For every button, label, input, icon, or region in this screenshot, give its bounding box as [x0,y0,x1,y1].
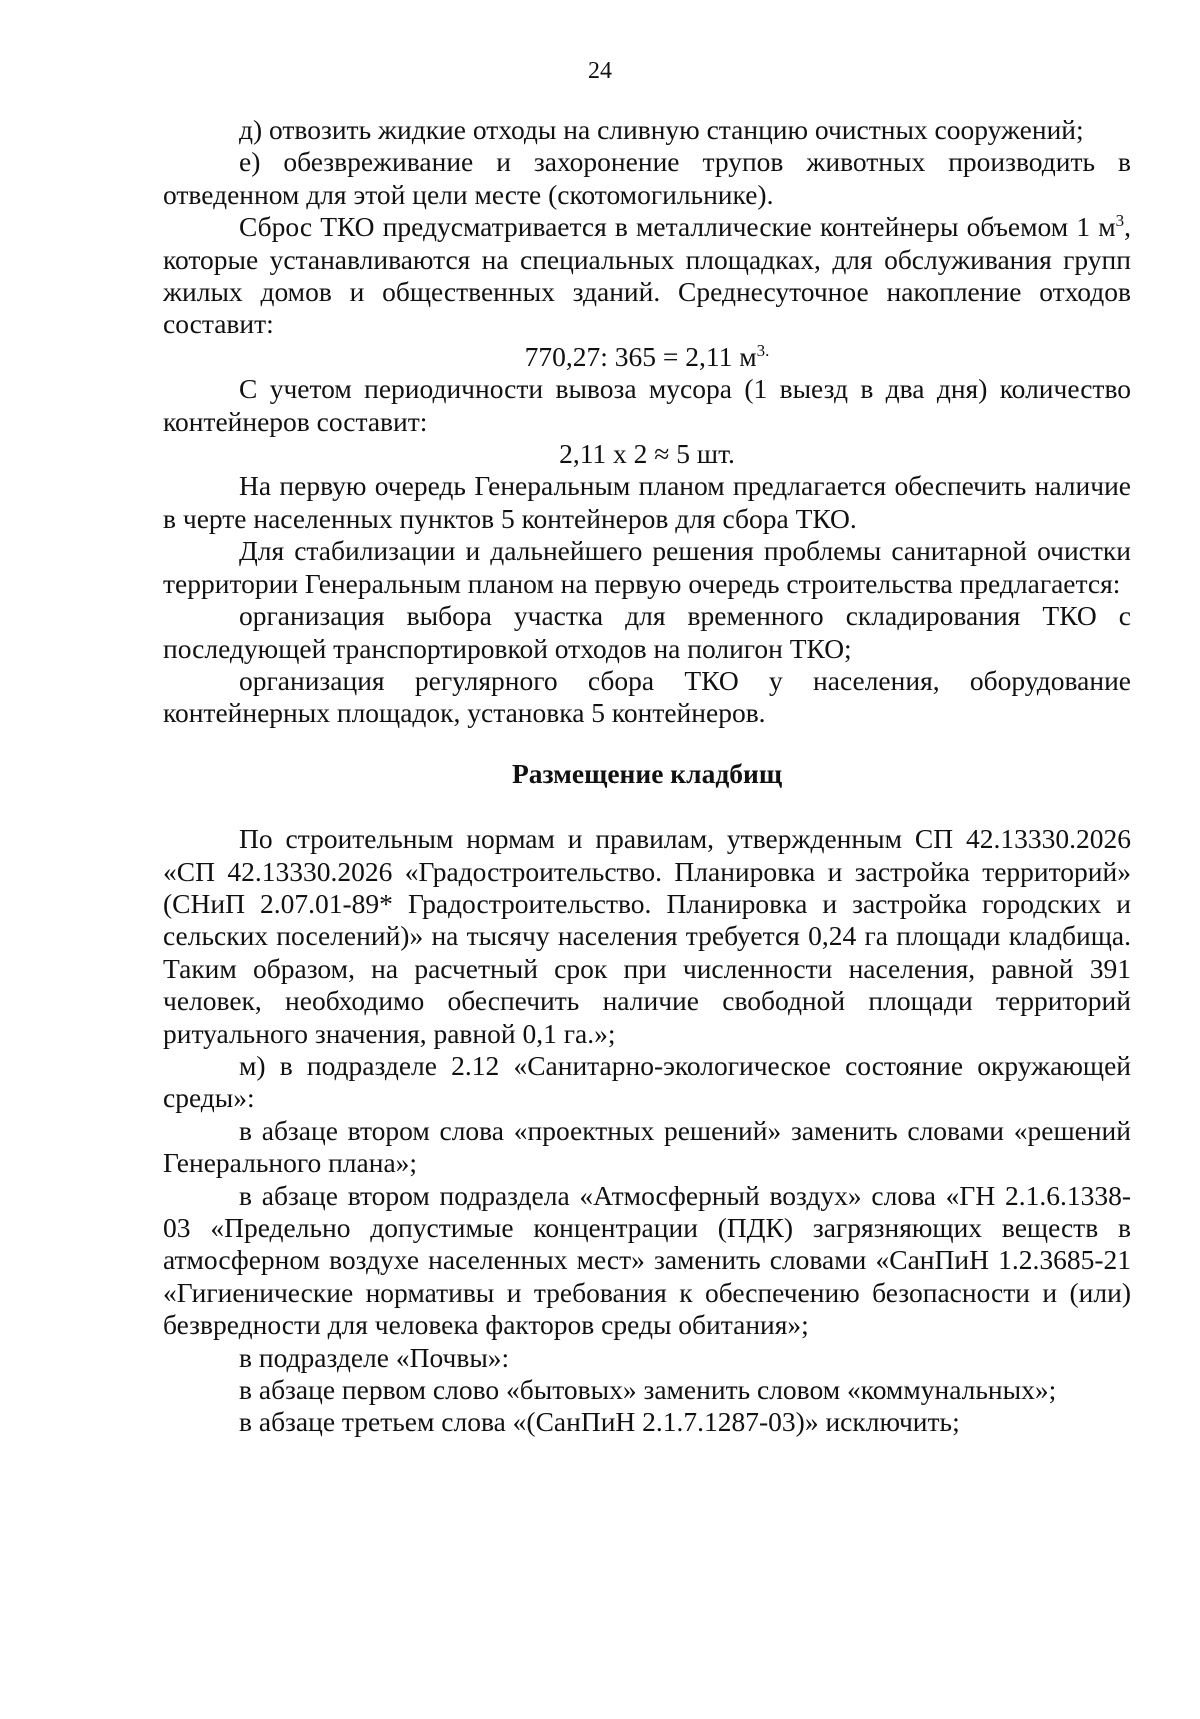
paragraph-item-e: е) обезвреживание и захоронение трупов животных производить в отведенном для этой цели месте (скотомогильнике). [163,146,1131,210]
paragraph-first-clause: в абзаце первом слово «бытовых» заменить словом «коммунальных»; [239,1374,1057,1406]
paragraph-soils-subsection: в подразделе «Почвы»: [239,1341,510,1373]
paragraph-item-m: м) в подразделе 2.12 «Санитарно-экологическое состояние окружающей среды»: [163,1049,1131,1114]
section-heading-cemeteries: Размещение кладбищ [511,757,783,789]
paragraph-collection-frequency: С учетом периодичности вывоза мусора (1 выезд в два дня) количество контейнеров составит: [163,373,1131,437]
paragraph-organization-2: организация регулярного сбора ТКО у населения, оборудование контейнерных площадок, установка 5 контейнеров. [163,664,1131,729]
paragraph-stabilization: Для стабилизации и дальнейшего решения проблемы санитарной очистки территории Генеральным планом на первую очередь строительства предлагается: [163,535,1131,599]
formula-daily-accumulation [163,341,1131,373]
paragraph-organization-1: организация выбора участка для временного складирования ТКО с последующей транспортировкой отходов на полигон ТКО; [163,600,1131,664]
paragraph-third-clause: в абзаце третьем слова «(СанПиН 2.1.7.1287-03)» исключить; [239,1406,960,1438]
superscript: 3. [756,340,770,360]
superscript: 3 [1115,211,1125,231]
text-fragment: Сброс ТКО предусматривается в металлические контейнеры объемом 1 м [239,211,1116,243]
paragraph-atmospheric-air: в абзаце втором подраздела «Атмосферный воздух» слова «ГН 2.1.6.1338-03 «Предельно допустимые концентрации (ПДК) загрязняющих веществ в атмосферном воздухе населенных мест» заменить словами «СанПиН 1.2.3685-21 «Гигиенические нормативы и требования к обеспечению безопасности и (или) безвредности для человека факторов среды обитания»; [163,1179,1131,1341]
paragraph-waste-containers [163,211,1131,341]
page-number: 24 [588,58,612,84]
paragraph-second-clause: в абзаце втором слова «проектных решений» заменить словами «решений Генерального плана»; [163,1114,1131,1179]
paragraph-first-stage: На первую очередь Генеральным планом предлагается обеспечить наличие в черте населенных пунктов 5 контейнеров для сбора ТКО. [163,470,1131,534]
paragraph-building-norms: По строительным нормам и правилам, утвержденным СП 42.13330.2026 «СП 42.13330.2026 «Градостроительство. Планировка и застройка территорий» (СНиП 2.07.01-89* Градостроительство. Планировка и застройка городских и сельских поселений)» на тысячу населения требуется 0,24 га площади кладбища. Таким образом, на расчетный срок при численности населения, равной 391 человек, необходимо обеспечить наличие свободной площади территорий ритуального значения, равной 0,1 га.»; [163,823,1131,1049]
formula-text: 770,27: 365 = 2,11 м [524,340,757,372]
text-fragment: , которые устанавливаются на специальных площадках, для обслуживания групп жилых домов и общественных зданий. Среднесуточное накопление отходов составит: [163,211,1131,340]
formula-container-count: 2,11 x 2 ≈ 5 шт. [559,438,735,470]
paragraph-item-d: д) отвозить жидкие отходы на сливную станцию очистных сооружений; [239,114,1084,145]
document-body [163,114,1131,1439]
